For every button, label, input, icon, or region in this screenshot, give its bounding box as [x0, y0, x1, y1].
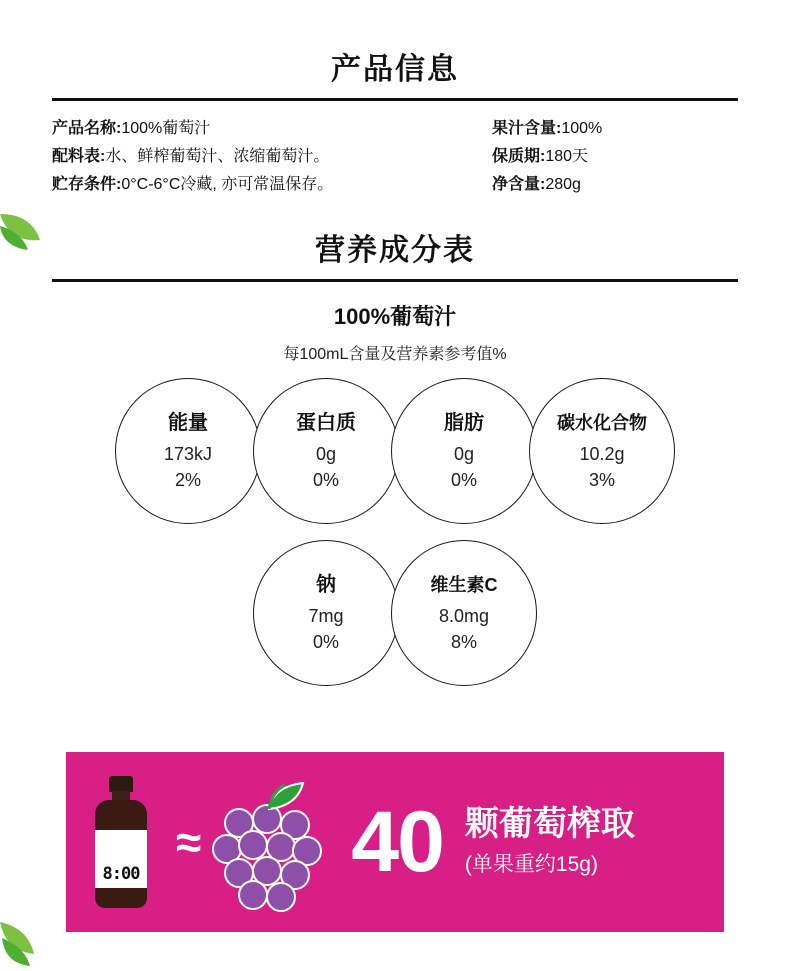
nutrition-section — [0, 199, 790, 686]
nutrient-circle — [253, 540, 399, 686]
nutrient-name: 脂肪 — [444, 412, 484, 434]
nutrient-value: 8.0mg — [438, 606, 490, 626]
nutrition-circle-row-1 — [0, 378, 790, 524]
bottle-illustration — [66, 776, 176, 908]
bottle-icon — [93, 776, 149, 908]
nutrition-circle-row-2 — [0, 540, 790, 686]
info-label: 贮存条件: — [52, 176, 122, 193]
banner-subtext: (单果重约15g) — [464, 853, 598, 876]
info-label: 配料表: — [52, 148, 106, 165]
leaf-decoration-icon — [0, 212, 44, 252]
nutrient-value: 0g — [315, 444, 337, 464]
divider-rule — [52, 279, 738, 282]
bottle-cap — [109, 776, 133, 792]
nutrition-title: 营养成分表 — [315, 234, 475, 267]
nutrient-circle — [391, 540, 537, 686]
info-row — [492, 171, 738, 199]
nutrient-percent: 2% — [174, 470, 201, 490]
grape-cluster-icon — [207, 767, 335, 917]
info-value: 水、鲜榨葡萄汁、浓缩葡萄汁。 — [105, 148, 330, 165]
nutrient-percent: 0% — [312, 470, 339, 490]
info-value: 100% — [561, 120, 603, 137]
info-row — [492, 143, 738, 171]
nutrient-value: 0g — [453, 444, 475, 464]
banner-headline: 颗葡萄榨取 — [464, 805, 635, 843]
info-label: 果汁含量: — [492, 120, 562, 137]
info-value: 0°C-6°C冷藏, 亦可常温保存。 — [121, 176, 334, 193]
nutrient-percent: 0% — [312, 632, 339, 652]
banner-text-block — [465, 804, 635, 880]
info-label: 净含量: — [492, 176, 546, 193]
info-label: 保质期: — [492, 148, 546, 165]
divider-rule — [52, 98, 738, 101]
nutrient-value: 173kJ — [163, 444, 213, 464]
nutrient-name: 钠 — [316, 574, 336, 596]
nutrient-name: 能量 — [168, 412, 208, 434]
nutrient-percent: 8% — [450, 632, 477, 652]
nutrient-circle — [115, 378, 261, 524]
grape-count-banner — [66, 752, 724, 932]
nutrient-percent: 0% — [450, 470, 477, 490]
product-info-section — [0, 0, 790, 199]
leaf-decoration-icon — [0, 922, 48, 966]
product-info-right-column — [492, 115, 738, 199]
info-row — [52, 143, 492, 171]
bottle-label — [95, 830, 147, 888]
nutrient-circle — [529, 378, 675, 524]
product-info-left-column — [52, 115, 492, 199]
info-row — [492, 115, 738, 143]
bottle-label-text: 8:00 — [102, 864, 140, 884]
nutrient-name: 维生素C — [430, 575, 498, 595]
info-label: 产品名称: — [52, 120, 122, 137]
grape-count-number: 40 — [351, 794, 443, 890]
nutrient-name: 碳水化合物 — [557, 413, 647, 433]
page-title: 产品信息 — [331, 53, 459, 86]
nutrition-subtitle: 每100mL含量及营养素参考值% — [283, 346, 507, 363]
info-row — [52, 171, 492, 199]
info-value: 280g — [545, 176, 581, 193]
info-value: 180天 — [545, 148, 589, 165]
info-value: 100%葡萄汁 — [121, 120, 211, 137]
nutrition-product-name: 100%葡萄汁 — [333, 304, 457, 329]
nutrient-value: 10.2g — [579, 444, 625, 464]
approx-equal-icon: ≈ — [176, 816, 202, 868]
product-info-grid — [52, 115, 738, 199]
nutrient-circle — [391, 378, 537, 524]
nutrient-value: 7mg — [308, 606, 344, 626]
info-row — [52, 115, 492, 143]
nutrient-name: 蛋白质 — [296, 412, 356, 434]
nutrient-percent: 3% — [588, 470, 615, 490]
nutrient-circle — [253, 378, 399, 524]
